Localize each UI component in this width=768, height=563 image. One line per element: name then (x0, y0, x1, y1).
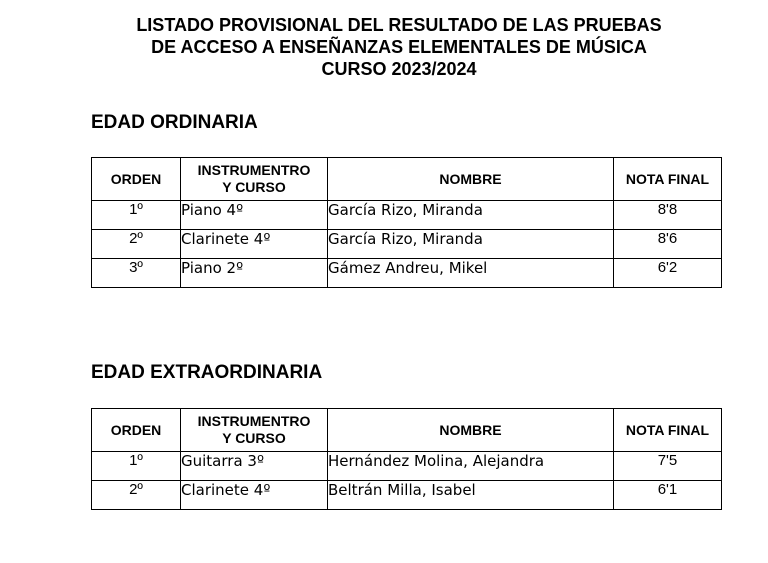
title-line-1: LISTADO PROVISIONAL DEL RESULTADO DE LAS PRUEBAS (136, 15, 662, 35)
table-row (92, 230, 722, 259)
cell-instrumento: Guitarra 3º (181, 452, 328, 481)
column-header-instrumento-line-1: INSTRUMENTRO (197, 162, 311, 178)
column-header-orden: ORDEN (92, 409, 181, 452)
title-line-2: DE ACCESO A ENSEÑANZAS ELEMENTALES DE MÚSICA (151, 37, 647, 57)
table-row (92, 259, 722, 288)
cell-nombre: Hernández Molina, Alejandra (328, 452, 614, 481)
column-header-instrumento (181, 158, 328, 201)
table-row (92, 481, 722, 510)
cell-orden: 3º (92, 259, 181, 288)
results-table-ordinaria (91, 157, 722, 288)
cell-nota: 6'2 (614, 259, 722, 288)
cell-orden: 1º (92, 452, 181, 481)
cell-nota: 6'1 (614, 481, 722, 510)
table-header-row (92, 409, 722, 452)
cell-nombre: Gámez Andreu, Mikel (328, 259, 614, 288)
cell-nota: 8'8 (614, 201, 722, 230)
section-heading-extraordinaria: EDAD EXTRAORDINARIA (91, 362, 323, 383)
column-header-instrumento-line-1: INSTRUMENTRO (197, 413, 311, 429)
table-row (92, 452, 722, 481)
cell-nombre: García Rizo, Miranda (328, 230, 614, 259)
column-header-nota: NOTA FINAL (614, 158, 722, 201)
cell-instrumento: Piano 4º (181, 201, 328, 230)
column-header-instrumento-line-2: Y CURSO (222, 430, 286, 446)
cell-orden: 1º (92, 201, 181, 230)
results-table-extraordinaria (91, 408, 722, 510)
table-row (92, 201, 722, 230)
cell-nombre: Beltrán Milla, Isabel (328, 481, 614, 510)
cell-nota: 7'5 (614, 452, 722, 481)
cell-instrumento: Piano 2º (181, 259, 328, 288)
column-header-instrumento (181, 409, 328, 452)
column-header-nombre: NOMBRE (328, 158, 614, 201)
cell-instrumento: Clarinete 4º (181, 481, 328, 510)
section-heading-ordinaria: EDAD ORDINARIA (91, 112, 258, 133)
cell-instrumento: Clarinete 4º (181, 230, 328, 259)
cell-orden: 2º (92, 481, 181, 510)
column-header-nota: NOTA FINAL (614, 409, 722, 452)
column-header-orden: ORDEN (92, 158, 181, 201)
cell-orden: 2º (92, 230, 181, 259)
cell-nota: 8'6 (614, 230, 722, 259)
column-header-nombre: NOMBRE (328, 409, 614, 452)
document-title (0, 14, 768, 80)
cell-nombre: García Rizo, Miranda (328, 201, 614, 230)
title-line-3: CURSO 2023/2024 (321, 59, 477, 79)
column-header-instrumento-line-2: Y CURSO (222, 179, 286, 195)
table-header-row (92, 158, 722, 201)
